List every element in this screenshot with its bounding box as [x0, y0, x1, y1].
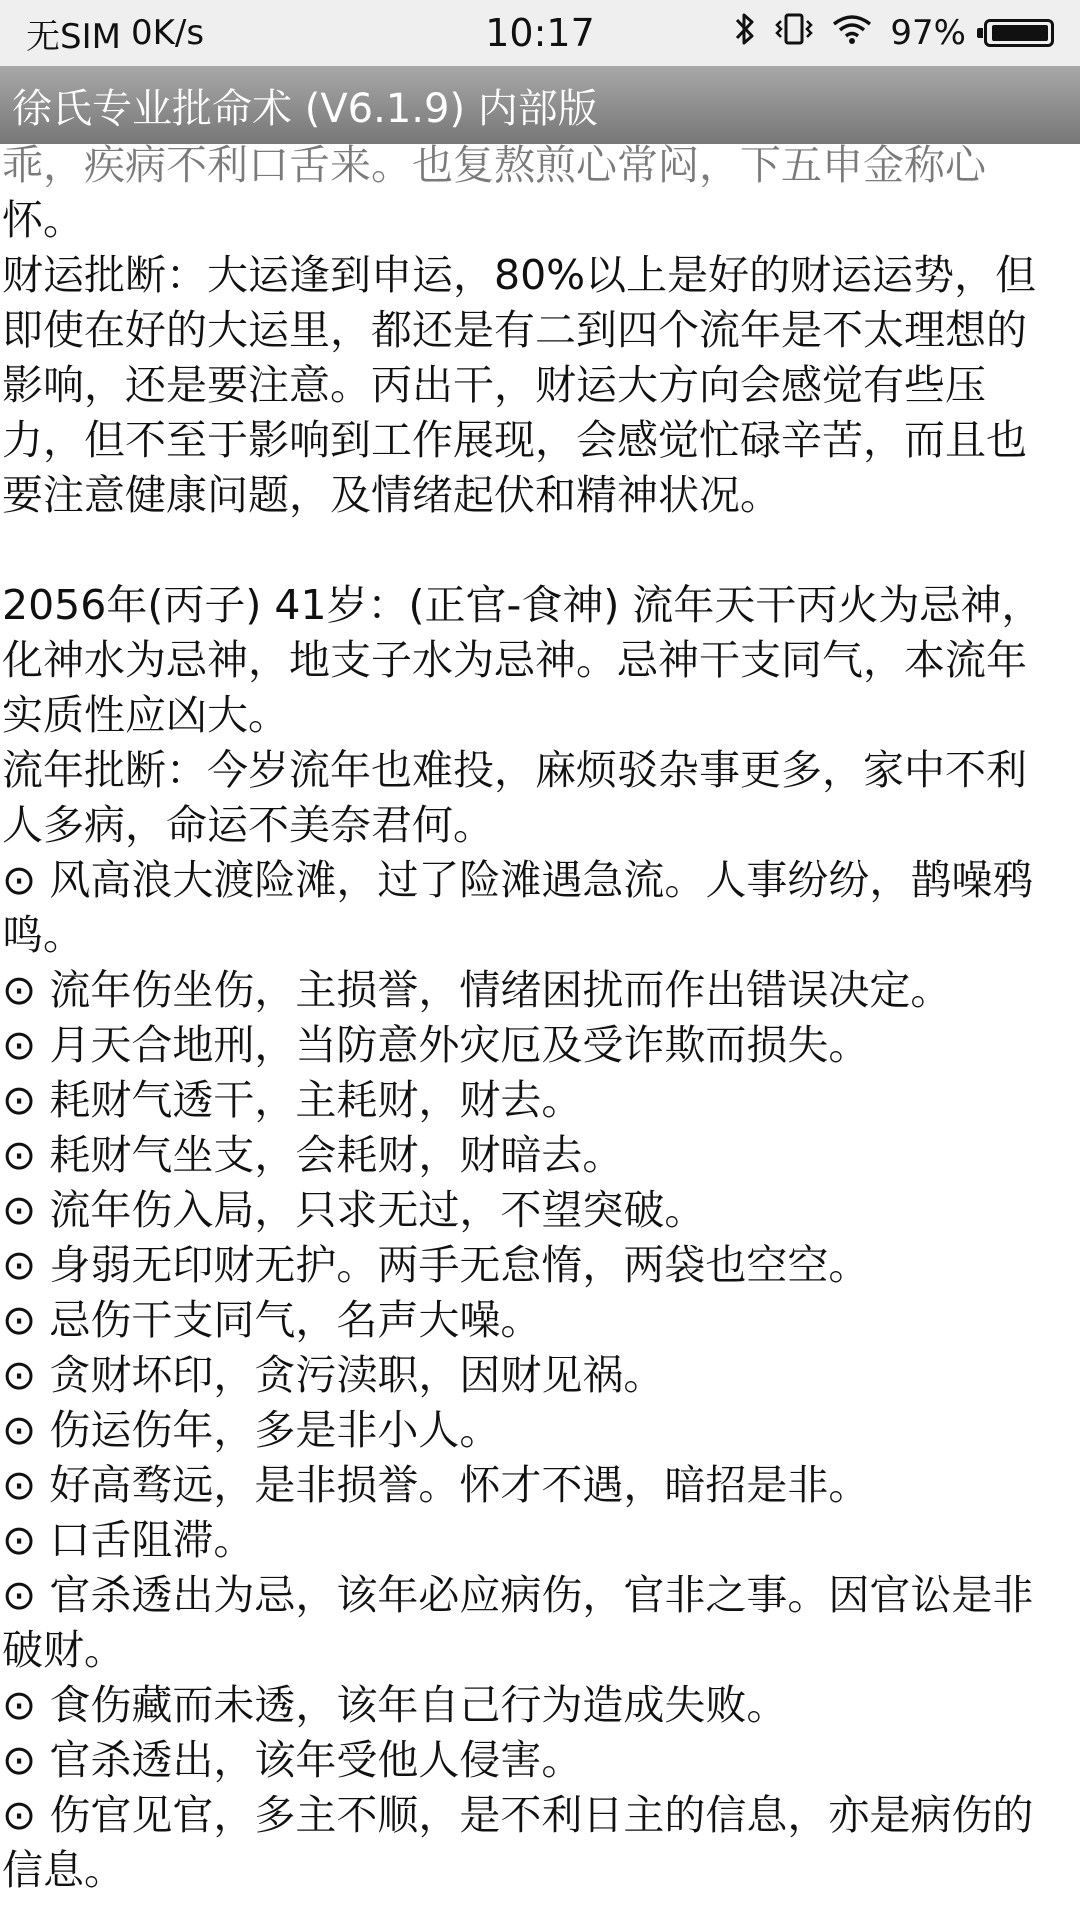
text-line: ⊙ 好高骛远，是非损誉。怀才不遇，暗招是非。 — [2, 1461, 870, 1509]
text-line: ⊙ 官杀透出为忌，该年必应病伤，官非之事。因官讼是非 — [2, 1571, 1034, 1619]
text-line: ⊙ 流年伤坐伤，主损誉，情绪困扰而作出错误决定。 — [2, 966, 952, 1014]
text-line: ⊙ 食伤藏而未透，该年自己行为造成失败。 — [2, 1681, 788, 1729]
text-line: ⊙ 忌伤干支同气，名声大噪。 — [2, 1296, 542, 1344]
text-line: 人多病，命运不美奈君何。 — [2, 801, 494, 849]
bluetooth-icon — [734, 11, 756, 56]
status-left — [26, 9, 734, 58]
network-speed: 0K/s — [130, 13, 205, 53]
text-line: ⊙ 伤运伤年，多是非小人。 — [2, 1406, 501, 1454]
wifi-icon — [832, 13, 872, 54]
battery-level — [992, 25, 1048, 41]
text-line: 财运批断：大运逢到申运，80%以上是好的财运运势，但 — [2, 251, 1037, 299]
text-line: 力，但不至于影响到工作展现，会感觉忙碌辛苦，而且也 — [2, 416, 1027, 464]
battery-percent: 97% — [890, 13, 966, 53]
text-line: 流年批断：今岁流年也难投，麻烦驳杂事更多，家中不利 — [2, 746, 1027, 794]
sim-status: 无SIM — [26, 16, 121, 57]
text-line: ⊙ 月天合地刑，当防意外灾厄及受诈欺而损失。 — [2, 1021, 870, 1069]
app-title: 徐氏专业批命术 (V6.1.9) 内部版 — [12, 85, 598, 132]
text-line: 乖，疾病不利口舌来。也复熬煎心常闷，下五申金称心 — [2, 144, 986, 189]
text-line: 即使在好的大运里，都还是有二到四个流年是不太理想的 — [2, 306, 1027, 354]
blank-line — [2, 523, 1080, 578]
text-line: ⊙ 风高浪大渡险滩，过了险滩遇急流。人事纷纷，鹊噪鸦 — [2, 856, 1034, 904]
battery-icon — [984, 19, 1054, 47]
text-line: 化神水为忌神，地支子水为忌神。忌神干支同气，本流年 — [2, 636, 1027, 684]
reading-content[interactable] — [0, 144, 1080, 1920]
text-line: ⊙ 耗财气透干，主耗财，财去。 — [2, 1076, 583, 1124]
text-line: ⊙ 官杀透出，该年受他人侵害。 — [2, 1736, 583, 1784]
text-line: ⊙ 耗财气坐支，会耗财，财暗去。 — [2, 1131, 624, 1179]
text-line: ⊙ 贪财坏印，贪污渎职，因财见祸。 — [2, 1351, 665, 1399]
text-line: ⊙ 流年伤入局，只求无过，不望突破。 — [2, 1186, 706, 1234]
text-line: 怀。 — [2, 196, 84, 244]
vibrate-icon — [774, 11, 814, 56]
status-bar — [0, 0, 1080, 66]
text-line: 信息。 — [2, 1846, 125, 1894]
text-line: 鸣。 — [2, 911, 84, 959]
text-line: ⊙ 口舌阻滞。 — [2, 1516, 255, 1564]
text-line: 影响，还是要注意。丙出干，财运大方向会感觉有些压 — [2, 361, 986, 409]
text-body — [2, 144, 1080, 1898]
text-line: 破财。 — [2, 1626, 125, 1674]
text-line: 2056年(丙子) 41岁：(正官-食神) 流年天干丙火为忌神， — [2, 581, 1043, 629]
text-line: 要注意健康问题，及情绪起伏和精神状况。 — [2, 471, 781, 519]
text-line: ⊙ 伤官见官，多主不顺，是不利日主的信息，亦是病伤的 — [2, 1791, 1034, 1839]
status-right — [734, 11, 1054, 56]
text-line: ⊙ 身弱无印财无护。两手无怠惰，两袋也空空。 — [2, 1241, 870, 1289]
clock: 10:17 — [485, 11, 595, 55]
text-line: 实质性应凶大。 — [2, 691, 289, 739]
app-title-bar — [0, 66, 1080, 144]
